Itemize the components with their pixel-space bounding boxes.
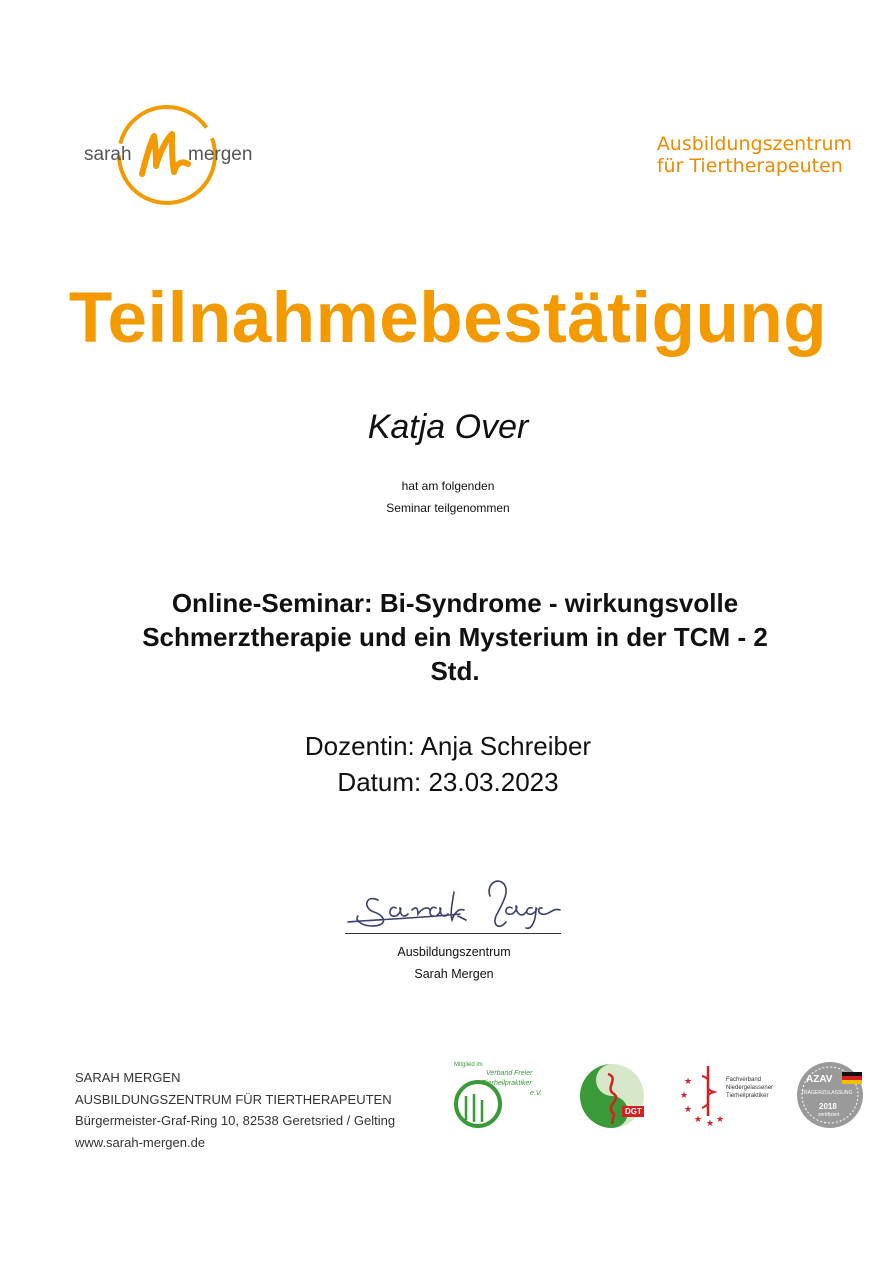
caduceus-stars-icon [678, 1060, 724, 1132]
signature-icon [340, 868, 570, 938]
footer-street: Bürgermeister-Graf-Ring 10, 82538 Geretsried / Gelting [75, 1113, 396, 1128]
azav-year: 2018 [819, 1102, 837, 1111]
sarah-mergen-logo [84, 100, 254, 210]
svg-text:★: ★ [716, 1114, 724, 1124]
svg-text:★: ★ [684, 1076, 693, 1086]
azav-subtitle: TRÄGERZULASSUNG [801, 1090, 853, 1096]
certificate-title: Teilnahmebestätigung [68, 279, 828, 358]
intro-line-1: hat am folgenden [401, 479, 495, 493]
participant-name: Katja Over [367, 408, 529, 446]
vft-member-label: Mitglied im [454, 1062, 483, 1068]
intro-line-2: Seminar teilgenommen [386, 501, 510, 515]
seminar-title [130, 586, 780, 688]
vft-text-3: e.V. [530, 1090, 542, 1097]
date: Datum: 23.03.2023 [337, 767, 559, 797]
svg-text:★: ★ [684, 1104, 693, 1114]
footer-address [75, 1067, 395, 1153]
vft-text-1: Verband Freier [486, 1070, 533, 1077]
lecturer: Dozentin: Anja Schreiber [304, 731, 592, 761]
azav-seal [794, 1060, 868, 1130]
yin-yang-icon [578, 1060, 648, 1132]
signature-label-1: Ausbildungszentrum [397, 945, 511, 959]
seminar-line-3: Std. [430, 656, 480, 686]
dgt-badge [578, 1060, 648, 1132]
seminar-line-1: Online-Seminar: Bi-Syndrome - wirkungsvolle [171, 588, 739, 618]
footer-website: www.sarah-mergen.de [75, 1134, 206, 1150]
fnt-line-2: Niedergelassener [726, 1085, 774, 1091]
svg-text:★: ★ [680, 1090, 689, 1100]
azav-label: AZAV [806, 1074, 833, 1085]
azav-certified: zertifiziert [818, 1112, 840, 1118]
fnt-line-1: Fachverband [726, 1077, 762, 1083]
handwritten-signature [340, 868, 570, 938]
logo-word-sarah: sarah [84, 144, 132, 165]
logo-word-mergen: mergen [188, 144, 253, 165]
footer-subtitle: AUSBILDUNGSZENTRUM FÜR TIERTHERAPEUTEN [75, 1091, 392, 1107]
signature-line [345, 933, 561, 934]
tagline-line-2: für Tiertherapeuten [656, 155, 843, 177]
vft-membership-badge [452, 1060, 552, 1132]
fnt-badge [678, 1060, 780, 1132]
signature-label-2: Sarah Mergen [414, 967, 494, 981]
tagline-line-1: Ausbildungszentrum [656, 133, 852, 155]
dgt-label: DGT [625, 1107, 642, 1116]
header-tagline [657, 133, 852, 177]
svg-text:★: ★ [706, 1118, 715, 1128]
seminar-line-2: Schmerztherapie und ein Mysterium in der TCM - 2 [142, 622, 768, 652]
fnt-line-3: Tierheilpraktiker [726, 1093, 769, 1099]
svg-text:★: ★ [694, 1114, 703, 1124]
vft-text-2: Tierheilpraktiker [482, 1080, 532, 1087]
footer-company: SARAH MERGEN [75, 1070, 181, 1085]
